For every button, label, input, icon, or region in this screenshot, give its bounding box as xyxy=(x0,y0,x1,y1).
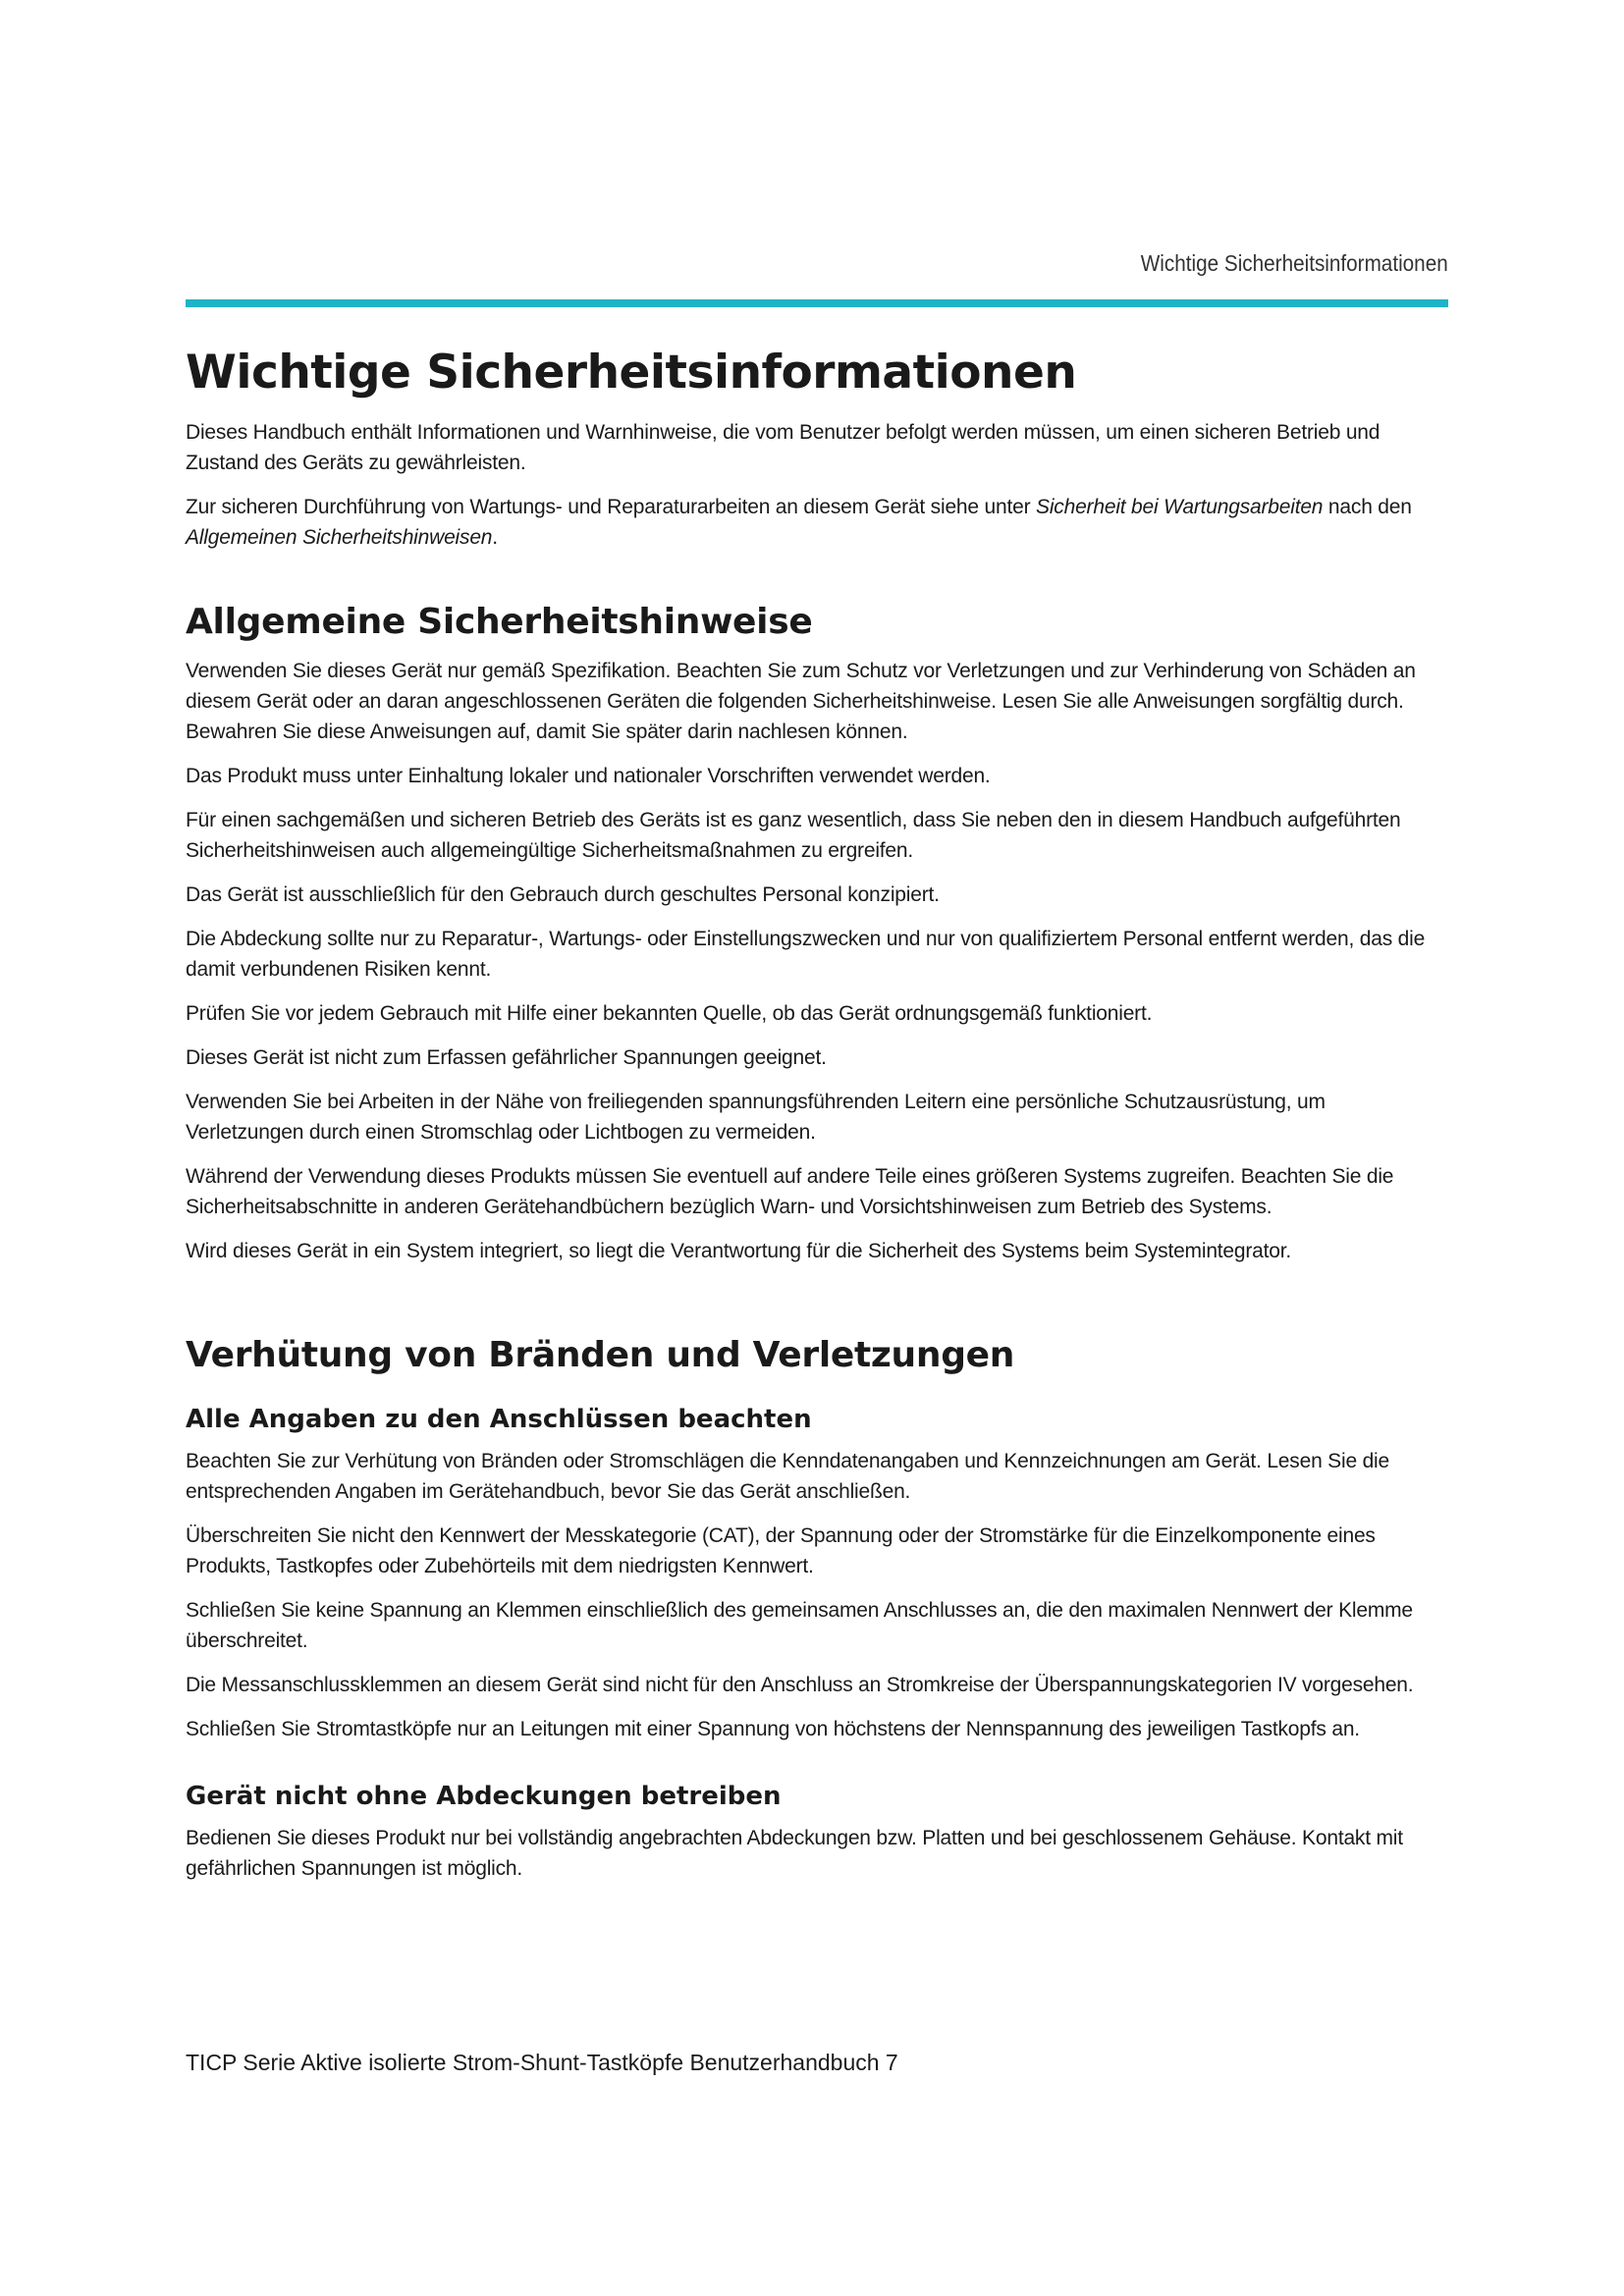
general-paragraph: Das Produkt muss unter Einhaltung lokaler und nationaler Vorschriften verwendet werden. xyxy=(186,765,991,787)
general-paragraph: Während der Verwendung dieses Produkts müssen Sie eventuell auf andere Teile eines größeren Systems zugreifen. Beachten Sie die Sicherheitsabschnitte in anderen Gerätehandbüchern bezüglich Warn- und Vorsichtshinweisen zum Betrieb des Systems. xyxy=(186,1165,1394,1218)
general-paragraph: Wird dieses Gerät in ein System integriert, so liegt die Verantwortung für die Sicherheit des Systems beim Systemintegrator. xyxy=(186,1240,1292,1262)
intro-paragraph-1: Dieses Handbuch enthält Informationen und Warnhinweise, die vom Benutzer befolgt werden müssen, um einen sicheren Betrieb und Zustand des Geräts zu gewährleisten. xyxy=(186,421,1380,474)
connections-paragraph: Überschreiten Sie nicht den Kennwert der Messkategorie (CAT), der Spannung oder der Stromstärke für die Einzelkomponente eines Produkts, Tastkopfes oder Zubehörteils mit dem niedrigsten Kennwert. xyxy=(186,1524,1376,1577)
subsection-heading-covers: Gerät nicht ohne Abdeckungen betreiben xyxy=(186,1782,782,1811)
intro-paragraph-2 xyxy=(186,492,1448,553)
intro-p2-mid: nach den xyxy=(1323,496,1412,518)
running-header: Wichtige Sicherheitsinformationen xyxy=(1141,250,1448,276)
section-heading-general: Allgemeine Sicherheitshinweise xyxy=(186,602,813,642)
connections-paragraph: Die Messanschlussklemmen an diesem Gerät sind nicht für den Anschluss an Stromkreise der Überspannungskategorien IV vorgesehen. xyxy=(186,1674,1414,1696)
general-paragraph: Die Abdeckung sollte nur zu Reparatur-, Wartungs- oder Einstellungszwecken und nur von qualifiziertem Personal entfernt werden, das die damit verbundenen Risiken kennt. xyxy=(186,928,1426,981)
connections-paragraph: Schließen Sie Stromtastköpfe nur an Leitungen mit einer Spannung von höchstens der Nennspannung des jeweiligen Tastkopfs an. xyxy=(186,1718,1360,1740)
general-paragraph: Verwenden Sie dieses Gerät nur gemäß Spezifikation. Beachten Sie zum Schutz vor Verletzungen und zur Verhinderung von Schäden an diesem Gerät oder an daran angeschlossenen Geräten die folgenden Sicherheitshinweise. Lesen Sie alle Anweisungen sorgfältig durch. Bewahren Sie diese Anweisungen auf, damit Sie später darin nachlesen können. xyxy=(186,660,1416,743)
intro-p2-ref-2: Allgemeinen Sicherheitshinweisen xyxy=(186,526,493,549)
general-paragraph: Für einen sachgemäßen und sicheren Betrieb des Geräts ist es ganz wesentlich, dass Sie neben den in diesem Handbuch aufgeführten Sicherheitshinweisen auch allgemeingültige Sicherheitsmaßnahmen zu ergreifen. xyxy=(186,809,1401,862)
page-title: Wichtige Sicherheitsinformationen xyxy=(186,346,1077,400)
general-paragraph: Prüfen Sie vor jedem Gebrauch mit Hilfe einer bekannten Quelle, ob das Gerät ordnungsgemäß funktioniert. xyxy=(186,1002,1153,1025)
intro-p2-pre: Zur sicheren Durchführung von Wartungs- und Reparaturarbeiten an diesem Gerät siehe unter xyxy=(186,496,1037,518)
covers-paragraph: Bedienen Sie dieses Produkt nur bei vollständig angebrachten Abdeckungen bzw. Platten und bei geschlossenem Gehäuse. Kontakt mit gefährlichen Spannungen ist möglich. xyxy=(186,1827,1403,1880)
connections-paragraph: Beachten Sie zur Verhütung von Bränden oder Stromschlägen die Kenndatenangaben und Kennzeichnungen am Gerät. Lesen Sie die entsprechenden Angaben im Gerätehandbuch, bevor Sie das Gerät anschließen. xyxy=(186,1450,1389,1503)
general-paragraph: Dieses Gerät ist nicht zum Erfassen gefährlicher Spannungen geeignet. xyxy=(186,1046,827,1069)
general-paragraph: Verwenden Sie bei Arbeiten in der Nähe von freiliegenden spannungsführenden Leitern eine persönliche Schutzausrüstung, um Verletzungen durch einen Stromschlag oder Lichtbogen zu vermeiden. xyxy=(186,1091,1326,1144)
subsection-heading-connections: Alle Angaben zu den Anschlüssen beachten xyxy=(186,1405,812,1434)
page-footer: TICP Serie Aktive isolierte Strom-Shunt-Tastköpfe Benutzerhandbuch 7 xyxy=(186,2050,898,2075)
connections-paragraph: Schließen Sie keine Spannung an Klemmen einschließlich des gemeinsamen Anschlusses an, die den maximalen Nennwert der Klemme überschreitet. xyxy=(186,1599,1413,1652)
general-paragraph: Das Gerät ist ausschließlich für den Gebrauch durch geschultes Personal konzipiert. xyxy=(186,883,940,906)
intro-p2-post: . xyxy=(492,526,498,549)
content xyxy=(186,346,1448,1897)
header-rule xyxy=(186,299,1448,307)
section-heading-fire: Verhütung von Bränden und Verletzungen xyxy=(186,1335,1015,1375)
intro-p2-ref-1: Sicherheit bei Wartungsarbeiten xyxy=(1036,496,1324,518)
